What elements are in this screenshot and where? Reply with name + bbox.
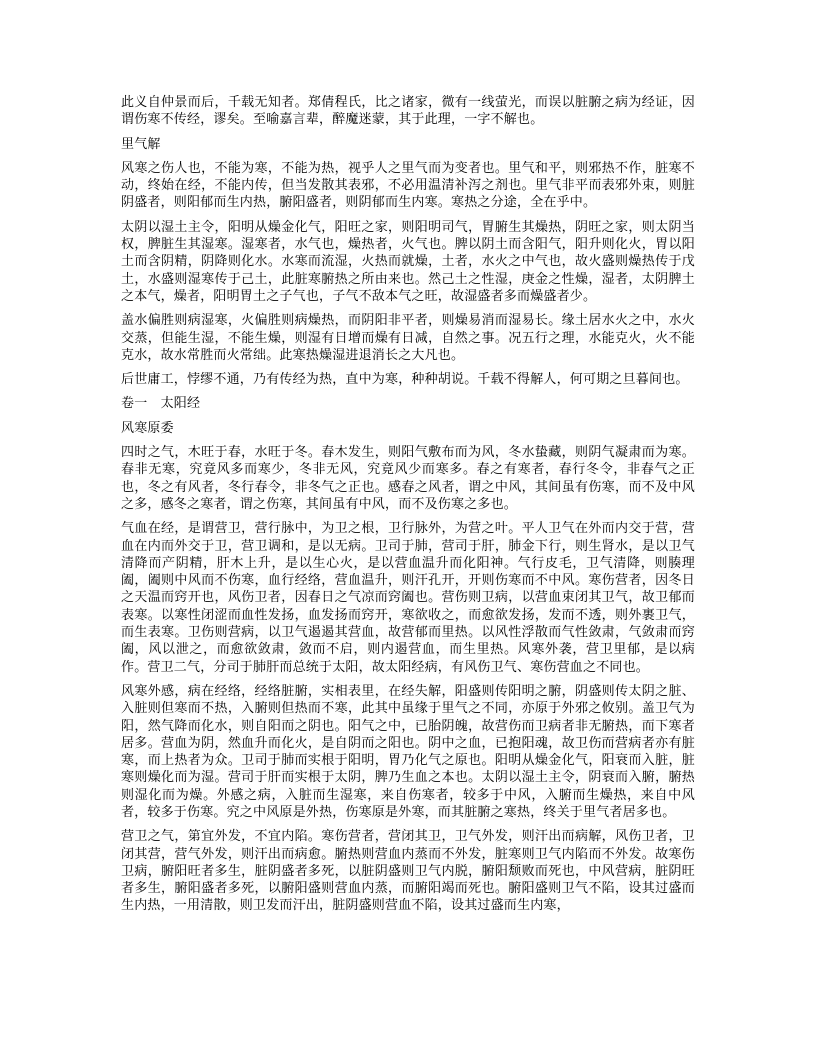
body-paragraph: 气血在经，是谓营卫，营行脉中，为卫之根，卫行脉外，为营之叶。平人卫气在外而内交于营，营血在内而外交于卫，营卫调和，是以无病。卫司于肺，营司于肝，肺金下行，则生肾水，是以卫气清降而产阴精，肝木上升，是以生心火，是以营血温升而化阳神。气行皮毛，卫气清降，则腠理阖，阖则中风而不伤寒，血行经络，营血温升，则汗孔开，开则伤寒而不中风。寒伤营者，因冬日之天温而窍开也，风伤卫者，因春日之气凉而窍阖也。营伤则卫病，以营血束闭其卫气，故卫郁而表寒。以寒性闭涩而血性发扬，血发扬而窍开，寒欲收之，而愈欲发扬，发而不透，则外裹卫气，而生表寒。卫伤则营病，以卫气遏遏其营血，故营郁而里热。以风性浮散而气性敛肃，气敛肃而窍阖，风以泄之，而愈欲敛肃，敛而不启，则内遏营血，而生里热。风寒外袭，营卫里郁，是以病作。营卫二气，分司于肺肝而总统于太阳，故太阳经病，有风伤卫气、寒伤营血之不同也。 <box>121 520 695 674</box>
section-heading-fenghan-yuanwei: 风寒原委 <box>121 419 174 435</box>
body-paragraph: 四时之气，木旺于春，水旺于冬。春木发生，则阳气敷布而为风，冬水蛰藏，则阴气凝肃而为寒。春非无寒，究竟风多而寒少，冬非无风，究竟风少而寒多。春之有寒者，春行冬令，非春气之正也，冬之有风者，冬行春令，非冬气之正也。感春之风者，谓之中风，其间虽有伤寒，而不及中风之多，感冬之寒者，谓之伤寒，其间虽有中风，而不及伤寒之多也。 <box>121 444 695 511</box>
body-paragraph: 风寒外感，病在经络，经络脏腑，实相表里，在经失解，阳盛则传阳明之腑，阴盛则传太阴之脏、入脏则但寒而不热，入腑则但热而不寒，此其中虽缘于里气之不同，亦原于外邪之攸别。盖卫气为阳，然气降而化水，则自阳而之阴也。阳气之中，已胎阴魄，故营伤而卫病者非无腑热，而下寒者居多。营血为阴，然血升而化火，是自阴而之阳也。阴中之血，已抱阳魂，故卫伤而营病者亦有脏寒，而上热者为众。卫司于肺而实根于阳明，胃乃化气之原也。阳明从燥金化气，阳衰而入脏，脏寒则燥化而为湿。营司于肝而实根于太阴，脾乃生血之本也。太阴以湿土主令，阴衰而入腑，腑热则湿化而为燥。外感之病，入脏而生湿寒，来自伤寒者，较多于中风，入腑而生燥热，来自中风者，较多于伤寒。究之中风原是外热，伤寒原是外寒，而其脏腑之寒热，终关于里气者居多也。 <box>121 682 695 819</box>
body-paragraph: 后世庸工，悖缪不通，乃有传经为热，直中为寒，种种胡说。千载不得解人，何可期之旦暮间也。 <box>121 371 689 387</box>
section-heading-liqi-jie: 里气解 <box>121 135 161 151</box>
body-paragraph: 太阴以湿土主令，阳明从燥金化气，阳旺之家，则阳明司气，胃腑生其燥热，阴旺之家，则太阴当权，脾脏生其湿寒。湿寒者，水气也，燥热者，火气也。脾以阴土而含阳气，阳升则化火，胃以阳土而含阴精，阴降则化水。水寒而流湿，火热而就燥，土者，水火之中气也，故火盛则燥热传于戊土，水盛则湿寒传于己土，此脏寒腑热之所由来也。然己土之性湿，庚金之性燥，湿者，太阴脾土之本气，燥者，阳明胃土之子气也，子气不敌本气之旺，故湿盛者多而燥盛者少。 <box>121 218 695 303</box>
volume-heading-taiyang-jing: 卷一 太阳经 <box>121 395 201 411</box>
body-paragraph: 盖水偏胜则病湿寒，火偏胜则病燥热，而阴阳非平者，则燥易消而湿易长。缘土居水火之中，水火交蒸，但能生湿，不能生燥，则湿有日增而燥有日减，自然之事。况五行之理，水能克火，火不能克水，故水常胜而火常绌。此寒热燥湿进退消长之大凡也。 <box>121 312 695 362</box>
body-paragraph: 此义自仲景而后，千载无知者。郑倩程氏，比之诸家，微有一线萤光，而误以脏腑之病为经证，因谓伤寒不传经，谬矣。至喻嘉言辈，醉魔迷蒙，其于此理，一字不解也。 <box>121 94 695 127</box>
body-paragraph: 营卫之气，第宜外发，不宜内陷。寒伤营者，营闭其卫，卫气外发，则汗出而病解，风伤卫者，卫闭其营，营气外发，则汗出而病愈。腑热则营血内蒸而不外发，脏寒则卫气内陷而不外发。故寒伤卫病，腑阳旺者多生，脏阴盛者多死，以脏阴盛则卫气内脱，腑阳颓败而死也，中风营病，脏阴旺者多生，腑阳盛者多死，以腑阳盛则营血内蒸，而腑阳竭而死也。腑阳盛则卫气不陷，设其过盛而生内热，一用清散，则卫发而汗出，脏阴盛则营血不陷，设其过盛而生内寒， <box>121 828 695 913</box>
body-paragraph: 风寒之伤人也，不能为寒，不能为热，视乎人之里气而为变者也。里气和平，则邪热不作，脏寒不动，终始在经，不能内传，但当发散其表邪，不必用温清补泻之剂也。里气非平而表邪外束，则脏阴盛者，则阳郁而生内热，腑阳盛者，则阴郁而生内寒。寒热之分途，全在乎中。 <box>121 159 695 210</box>
